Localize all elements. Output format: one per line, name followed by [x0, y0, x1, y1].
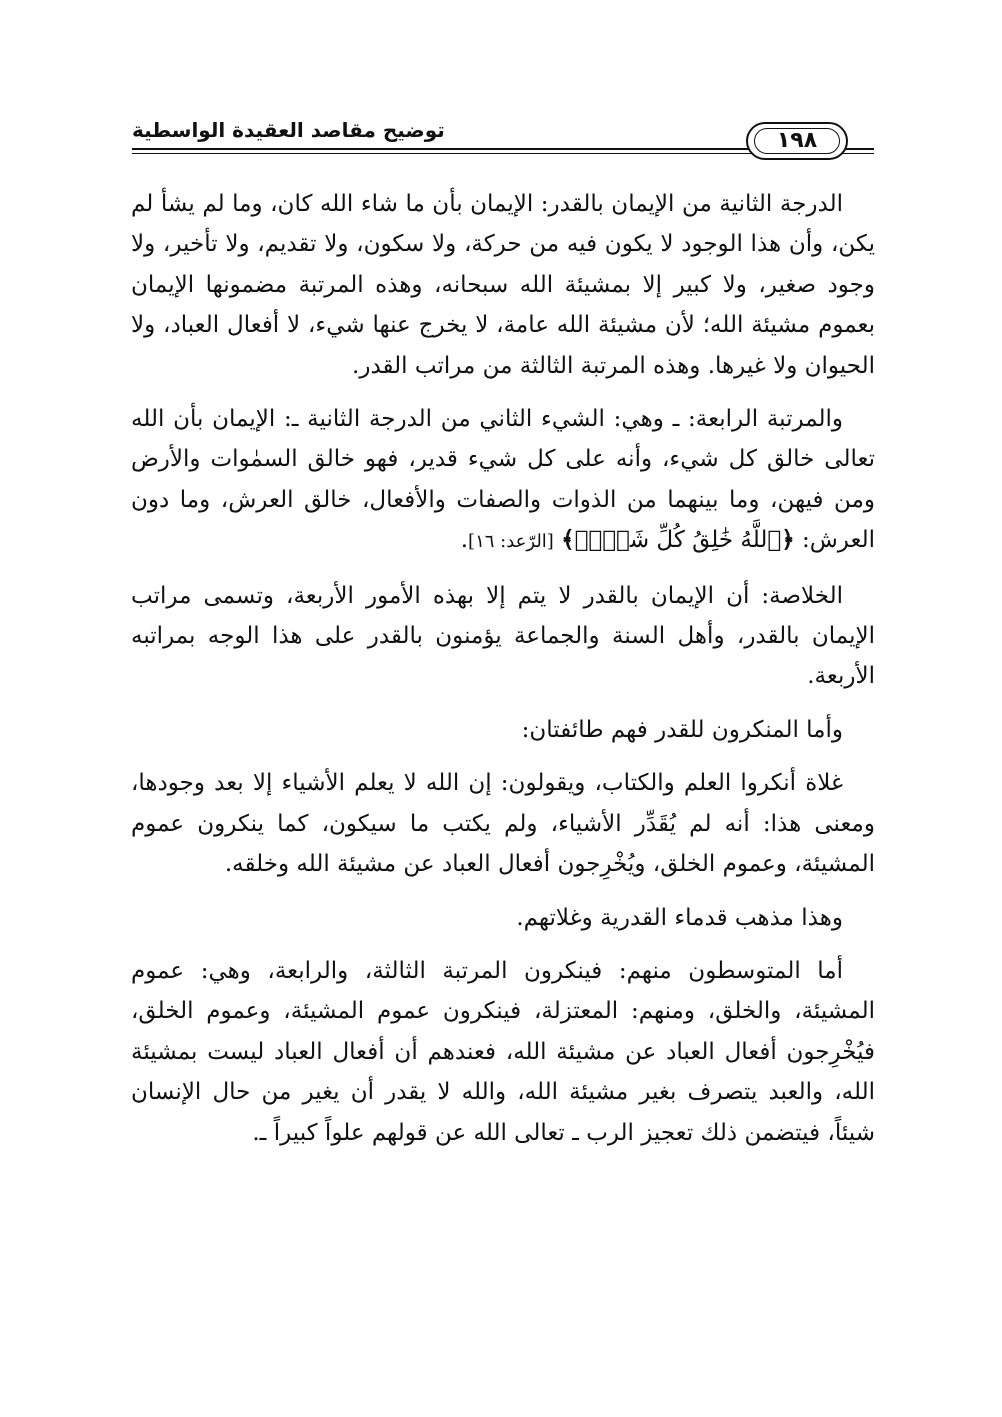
paragraph-4: وأما المنكرون للقدر فهم طائفتان: — [521, 716, 843, 743]
paragraph-3: الخلاصة: أن الإيمان بالقدر لا يتم إلا بهذه الأمور الأربعة، وتسمى مراتب الإيمان بالقدر، وأهل السنة والجماعة يؤمنون بالقدر على هذا الوجه بمراتبه الأربعة. — [131, 582, 875, 690]
paragraph-6: وهذا مذهب قدماء القدرية وغلاتهم. — [516, 904, 843, 931]
quran-close-bracket: ﴾ — [561, 526, 575, 554]
page-header — [132, 114, 874, 158]
page-number-badge — [746, 122, 848, 160]
paragraph-2-end: . — [460, 527, 469, 554]
body-text — [131, 184, 875, 1153]
quran-open-bracket: ﴿ — [781, 526, 795, 554]
paragraph-2 — [131, 399, 875, 563]
quran-reference: [الرّعد: ١٦] — [468, 531, 554, 553]
book-title: توضيح مقاصد العقيدة الواسطية — [132, 118, 445, 142]
paragraph-2-text: والمرتبة الرابعة: ـ وهي: الشيء الثاني من الدرجة الثانية ـ: الإيمان بأن الله تعالى خالق كل شيء، وأنه على كل شيء قدير، فهو خالق السمٰوات والأرض ومن فيهن، وما بينهما من الذوات والصفات والأفعال، خالق العرش، وما دون العرش: — [131, 406, 875, 554]
paragraph-1: الدرجة الثانية من الإيمان بالقدر: الإيمان بأن ما شاء الله كان، وما لم يشأ لم يكن، وأن هذا الوجود لا يكون فيه من حركة، ولا سكون، ولا تقديم، ولا تأخير، ولا وجود صغير، ولا كبير إلا بمشيئة الله سبحانه، وهذه المرتبة مضمونها الإيمان بعموم مشيئة الله؛ لأن مشيئة الله عامة، لا يخرج عنها شيء، لا أفعال العباد، ولا الحيوان ولا غيرها. وهذه المرتبة الثالثة من مراتب القدر. — [131, 191, 875, 379]
paragraph-7: أما المتوسطون منهم: فينكرون المرتبة الثالثة، والرابعة، وهي: عموم المشيئة، والخلق، ومنهم: المعتزلة، فينكرون عموم المشيئة، وعموم الخلق، فيُخْرِجون أفعال العباد عن مشيئة الله، فعندهم أن أفعال العباد ليست بمشيئة الله، والعبد يتصرف بغير مشيئة الله، والله لا يقدر أن يغير من حال الإنسان شيئاً، فيتضمن ذلك تعجيز الرب ـ تعالى الله عن قولهم علواً كبيراً ـ. — [131, 957, 875, 1146]
paragraph-5: غلاة أنكروا العلم والكتاب، ويقولون: إن الله لا يعلم الأشياء إلا بعد وجودها، ومعنى هذا: أنه لم يُقَدِّر الأشياء، ولم يكتب ما سيكون، كما ينكرون عموم المشيئة، وعموم الخلق، ويُخْرِجون أفعال العباد عن مشيئة الله وخلقه. — [131, 770, 875, 878]
page-number: ١٩٨ — [776, 128, 818, 153]
quran-verse: ٱللَّهُ خَٰلِقُ كُلِّ شَيۡءٖ — [574, 527, 782, 554]
